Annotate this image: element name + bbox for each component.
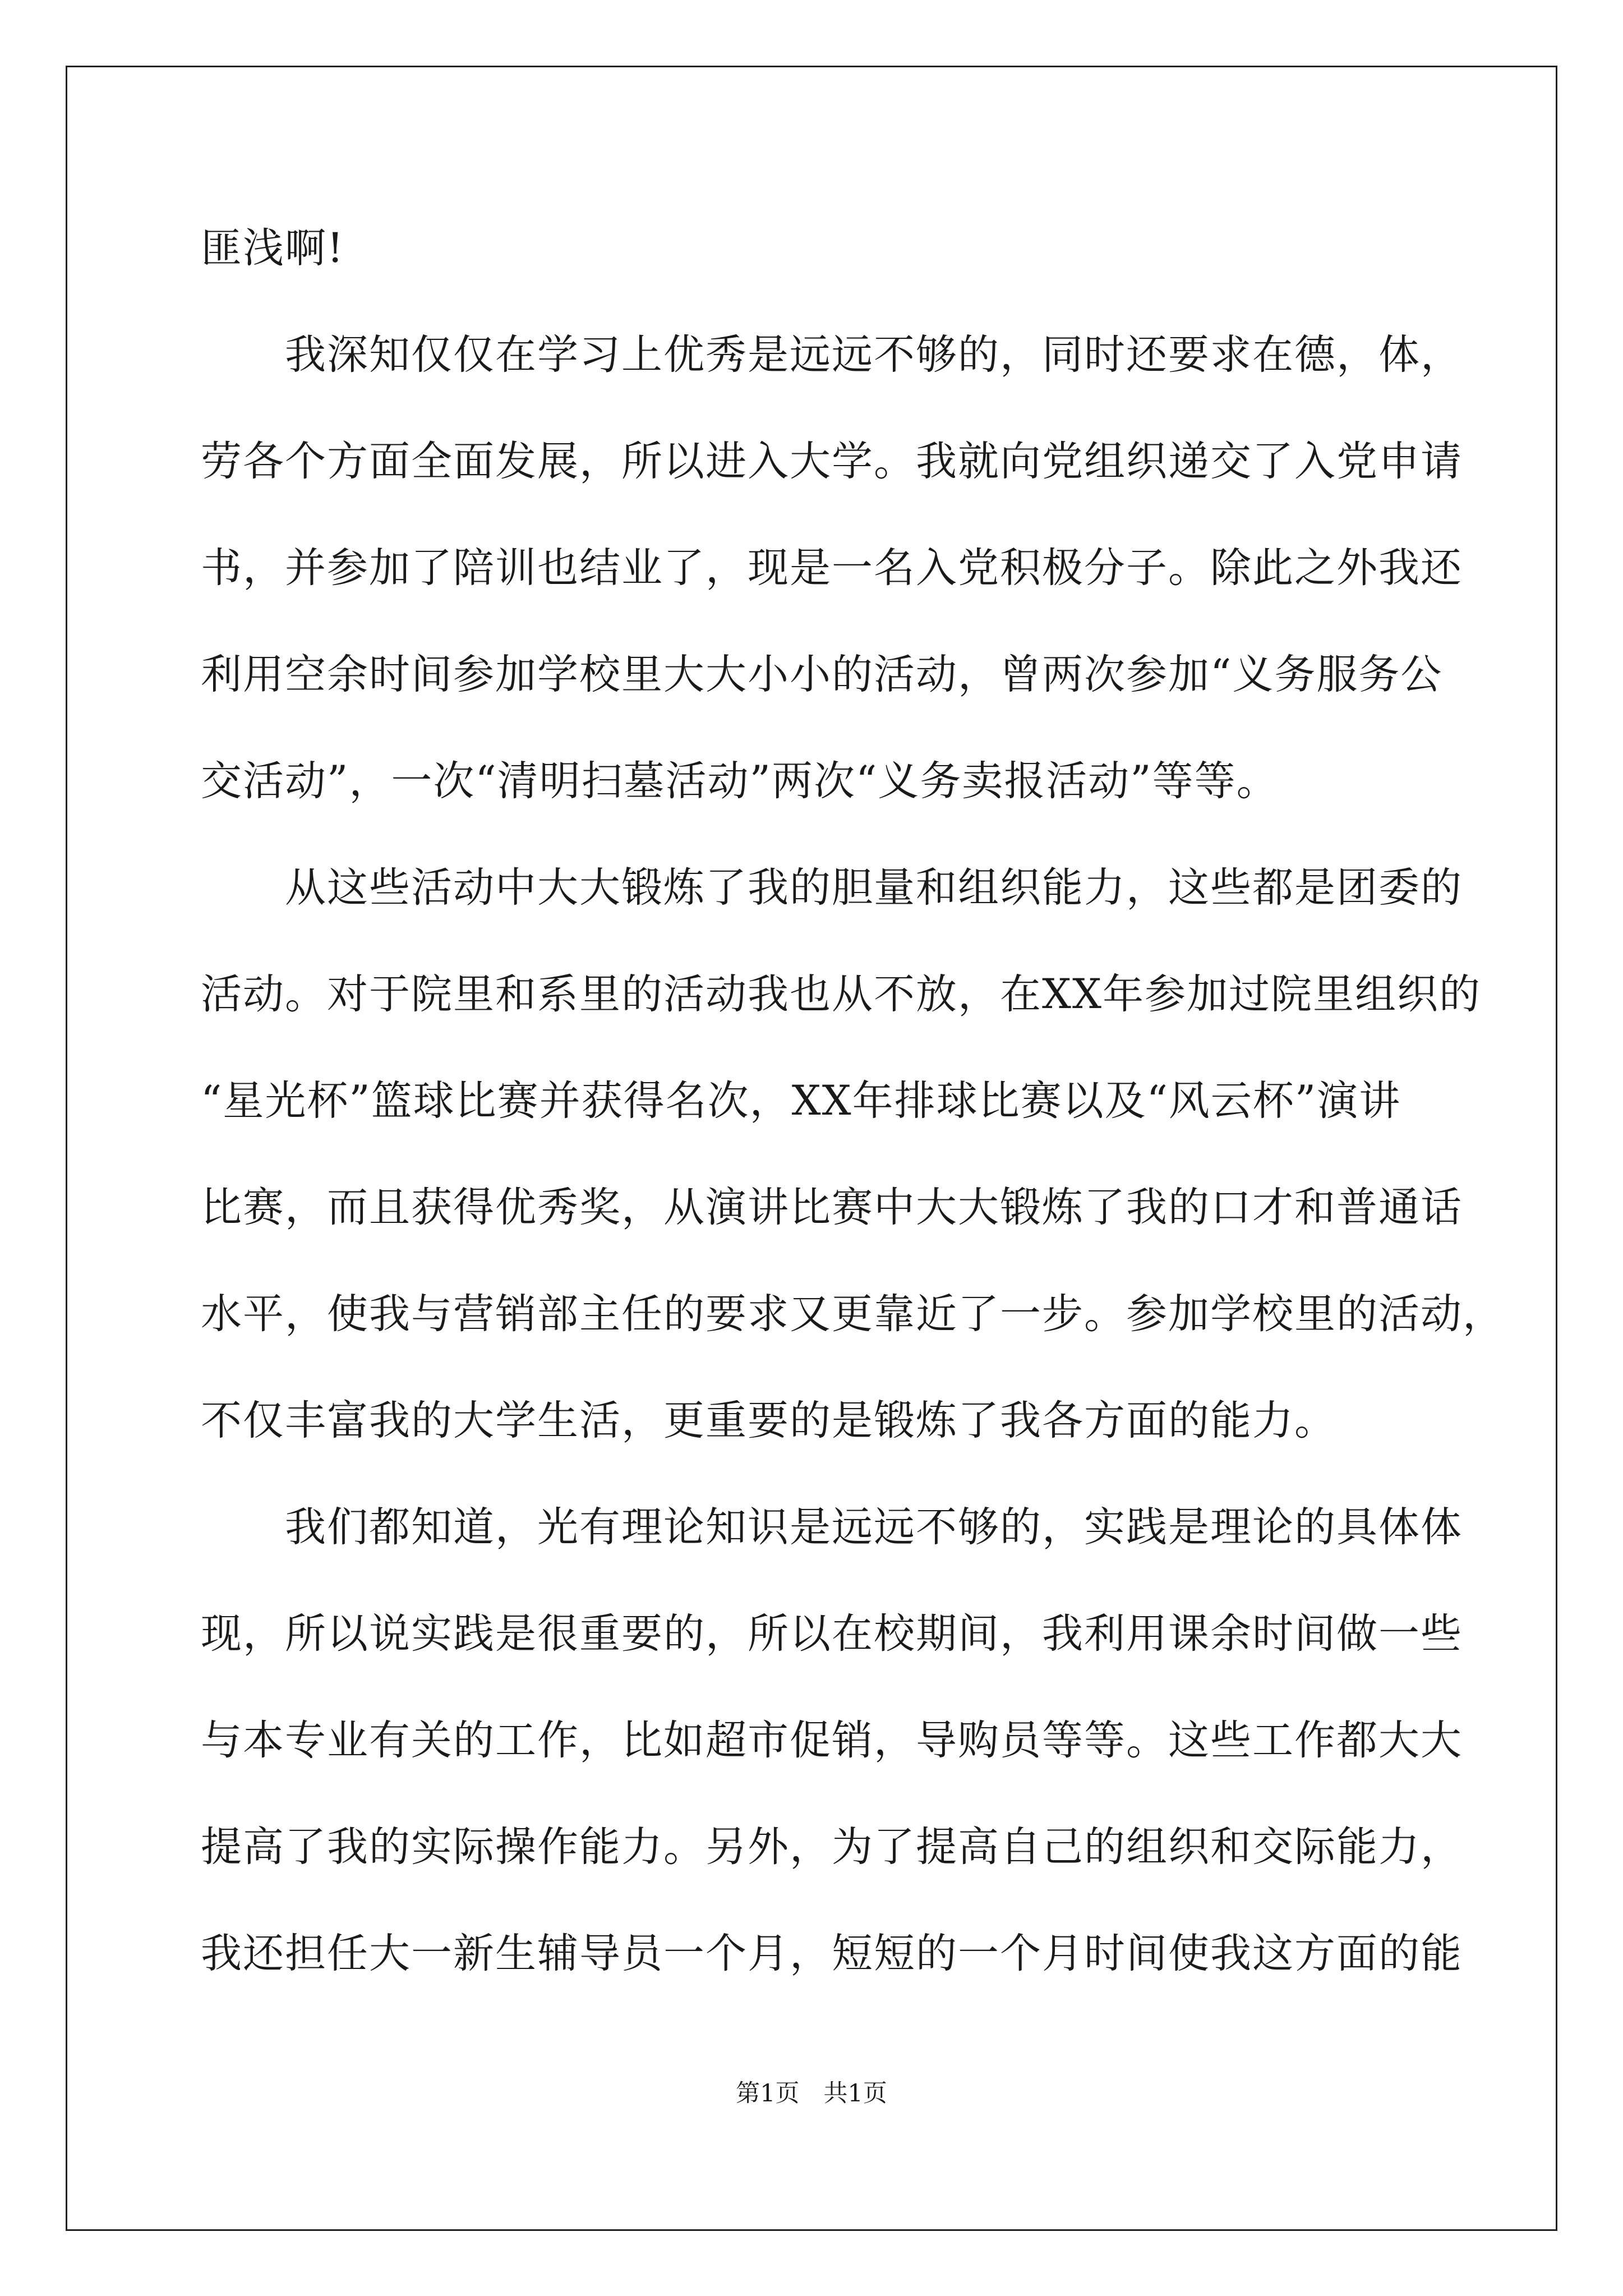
text-line: 不仅丰富我的大学生活，更重要的是锻炼了我各方面的能力。 (201, 1397, 1336, 1444)
text-line: 现，所以说实践是很重要的，所以在校期间，我利用课余时间做一些 (201, 1610, 1463, 1658)
text-line: 劳各个方面全面发展，所以进入大学。我就向党组织递交了入党申请 (201, 438, 1463, 485)
text-line: 从这些活动中大大锻炼了我的胆量和组织能力，这些都是团委的 (201, 864, 1463, 912)
text-line: 书，并参加了陪训也结业了，现是一名入党积极分子。除此之外我还 (201, 544, 1463, 592)
text-line: 提高了我的实际操作能力。另外，为了提高自己的组织和交际能力， (201, 1823, 1463, 1871)
text-line: 利用空余时间参加学校里大大小小的活动，曾两次参加“义务服务公 (201, 651, 1443, 698)
text-line: 交活动”，一次“清明扫墓活动”两次“义务卖报活动”等等。 (201, 757, 1279, 805)
page-border (66, 66, 1557, 2231)
text-line: 我深知仅仅在学习上优秀是远远不够的，同时还要求在德，体， (201, 331, 1463, 379)
text-line: “星光杯”篮球比赛并获得名次，XX年排球比赛以及“风云杯”演讲 (201, 1077, 1401, 1125)
text-line: 与本专业有关的工作，比如超市促销，导购员等等。这些工作都大大 (201, 1717, 1463, 1764)
text-line: 我们都知道，光有理论知识是远远不够的，实践是理论的具体体 (201, 1503, 1463, 1551)
text-line: 水平，使我与营销部主任的要求又更靠近了一步。参加学校里的活动， (201, 1290, 1505, 1338)
page-number-footer: 第1页 共1页 (736, 2079, 887, 2108)
text-line: 比赛，而且获得优秀奖，从演讲比赛中大大锻炼了我的口才和普通话 (201, 1184, 1463, 1231)
text-line: 活动。对于院里和系里的活动我也从不放，在XX年参加过院里组织的 (201, 970, 1481, 1018)
text-line: 匪浅啊! (201, 224, 345, 272)
text-line: 我还担任大一新生辅导员一个月，短短的一个月时间使我这方面的能 (201, 1930, 1463, 1977)
